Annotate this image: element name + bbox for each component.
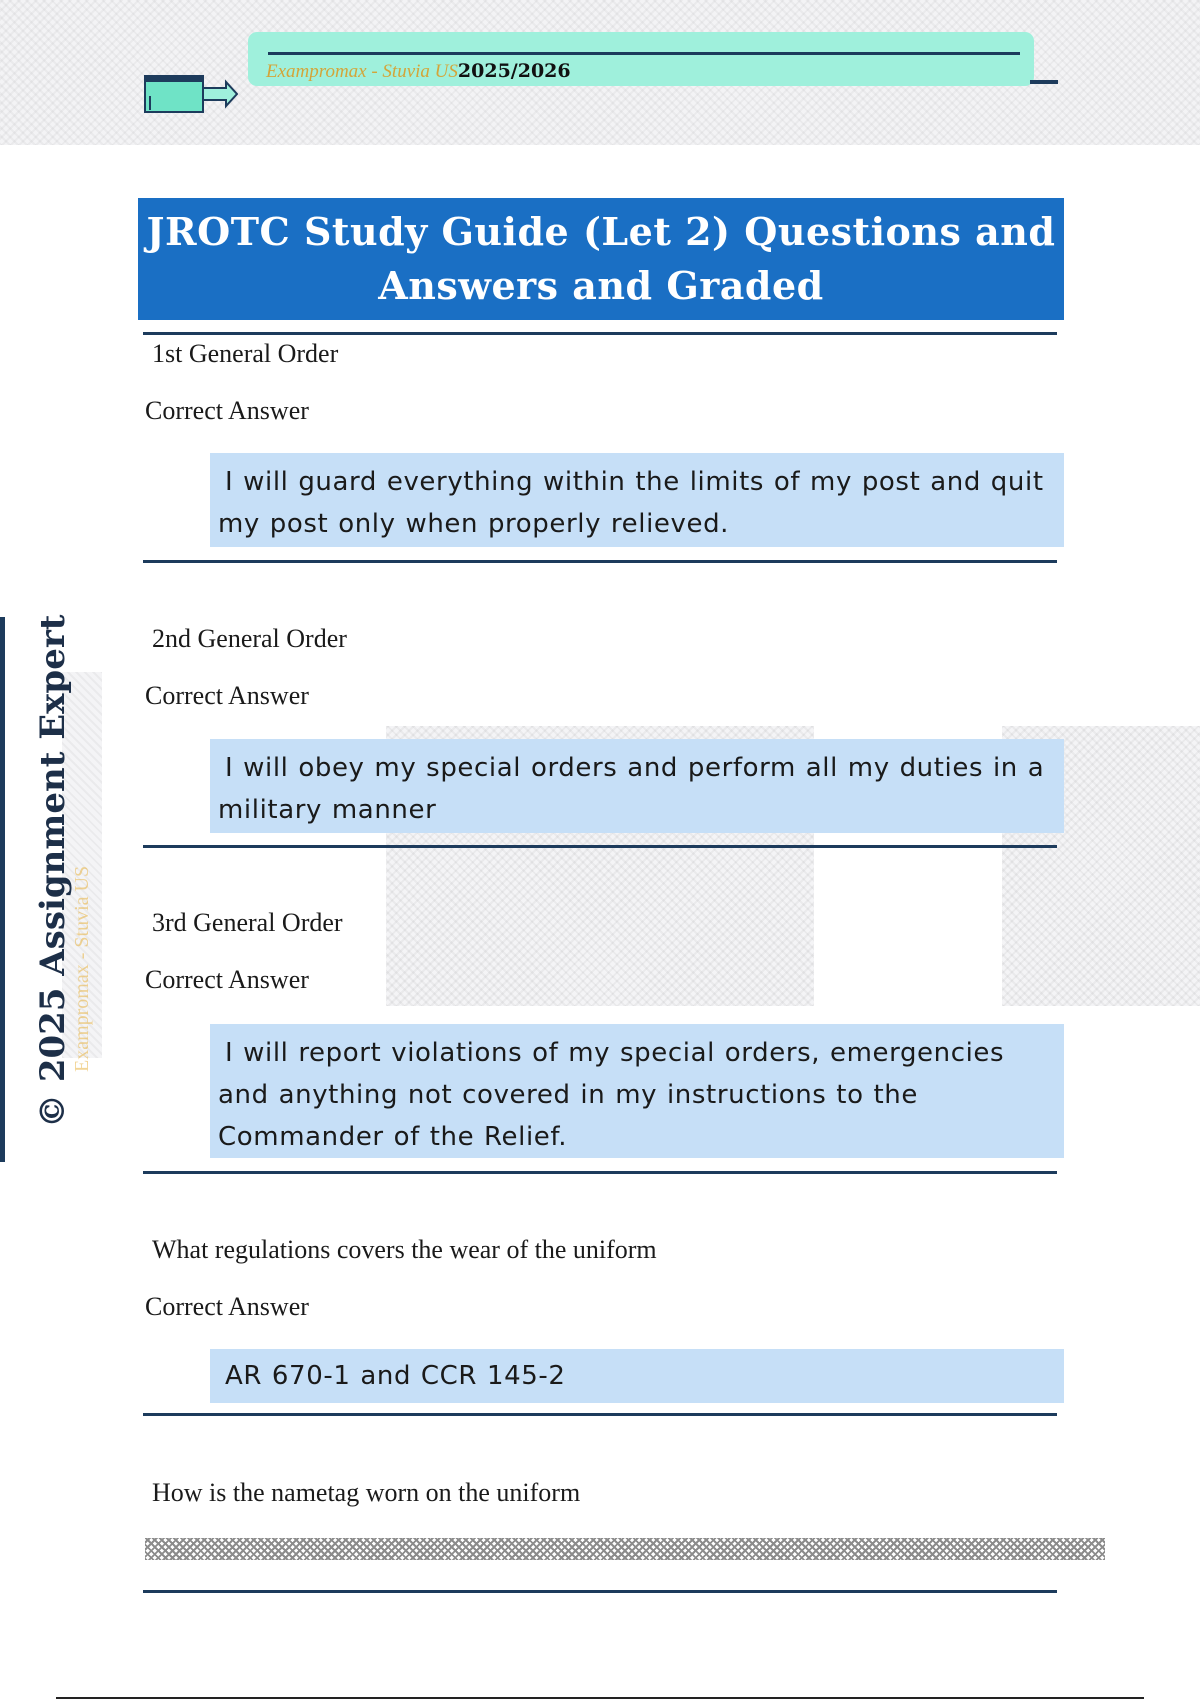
header-banner-tail (1030, 80, 1058, 84)
question-text: 1st General Order (152, 339, 339, 368)
answer-line: I will guard everything within the limits of my post and quit (225, 467, 1044, 497)
question-text: What regulations covers the wear of the uniform (152, 1235, 657, 1264)
answer-box (210, 1024, 1064, 1158)
header-banner-rule (268, 52, 1020, 55)
redacted-answer (145, 1538, 1105, 1560)
header-year: 2025/2026 (457, 60, 571, 82)
question-text: How is the nametag worn on the uniform (152, 1478, 581, 1507)
document-title (138, 198, 1064, 320)
header-text (266, 59, 571, 84)
answer-line: and anything not covered in my instructions to the (218, 1080, 918, 1110)
answer-box (210, 453, 1064, 547)
sidebar-accent-bar (0, 617, 5, 1162)
copyright-text: © 2025 Assignment Expert (33, 614, 73, 1128)
answer-label: Correct Answer (145, 681, 309, 710)
answer-box (210, 1349, 1064, 1403)
answer-label: Correct Answer (145, 965, 309, 994)
title-line-1: JROTC Study Guide (Let 2) Questions and (146, 209, 1056, 254)
answer-line: I will obey my special orders and perform all my duties in a (225, 753, 1045, 783)
section-rule (143, 1590, 1057, 1593)
answer-line: my post only when properly relieved. (218, 509, 730, 539)
title-line-2: Answers and Graded (378, 263, 824, 308)
answer-box (210, 739, 1064, 833)
section-rule (143, 332, 1057, 335)
section-rule (143, 1171, 1057, 1174)
answer-line: military manner (218, 795, 437, 825)
sidebar-watermark-text: Exampromax - Stuvia US (71, 865, 93, 1072)
document-logo-icon (144, 72, 238, 116)
page-bottom-rule (56, 1697, 1144, 1699)
question-text: 2nd General Order (152, 624, 347, 653)
answer-line: I will report violations of my special orders, emergencies (225, 1038, 1005, 1068)
section-rule (143, 845, 1057, 848)
answer-label: Correct Answer (145, 396, 309, 425)
answer-label: Correct Answer (145, 1292, 309, 1321)
section-rule (143, 1413, 1057, 1416)
answer-line: AR 670-1 and CCR 145-2 (225, 1361, 566, 1391)
section-rule (143, 560, 1057, 563)
question-text: 3rd General Order (152, 908, 343, 937)
header-brand: Exampromax - Stuvia US (266, 61, 458, 82)
answer-line: Commander of the Relief. (218, 1122, 568, 1152)
